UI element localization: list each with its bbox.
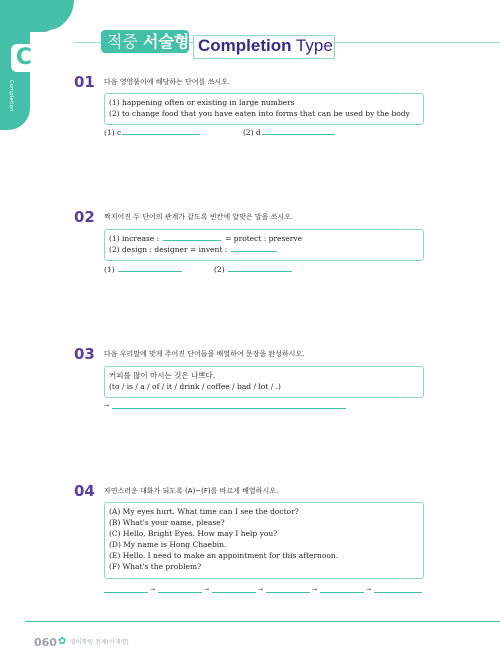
question-4-number: 04 (74, 482, 95, 500)
question-2-instruction: 짝지어진 두 단어의 관계가 같도록 빈칸에 알맞은 말을 쓰시오. (104, 213, 294, 221)
title-english-suffix: Type (295, 36, 333, 55)
title-korean (107, 32, 189, 52)
question-2-answer-2 (214, 265, 292, 275)
page-number: 060 (34, 636, 57, 649)
question-2-answer-2-label: (2) (214, 265, 225, 274)
footer-rule (25, 621, 500, 622)
question-4-box (104, 502, 424, 579)
question-4-blank-4[interactable] (266, 592, 310, 593)
side-tab-letter: C (11, 44, 37, 72)
question-4-line-f: (F) What's the problem? (109, 562, 202, 571)
question-4-arrow-icon: → (312, 586, 318, 593)
question-1-line-1: (1) happening often or existing in large numbers (109, 98, 295, 107)
question-4-arrow-icon: → (258, 586, 264, 593)
question-3-answer-line[interactable] (112, 408, 346, 409)
question-3-instruction: 다음 우리말에 맞게 주어진 단어들을 배열하여 문장을 완성하시오. (104, 350, 305, 358)
question-2-blank-1[interactable] (163, 240, 221, 241)
title-english (198, 36, 333, 56)
question-1-box (104, 93, 424, 125)
question-2-answer-1-label: (1) (104, 265, 115, 274)
question-2-line-1 (109, 233, 423, 244)
question-4-arrow-icon: → (150, 586, 156, 593)
title-korean-main: 서술형 (143, 32, 190, 51)
question-1-instruction: 다음 영영풀이에 해당하는 단어를 쓰시오. (104, 78, 231, 86)
book-title: 영어학원 천재(이재영) (70, 639, 129, 646)
question-2-box (104, 229, 424, 261)
title-korean-prefix: 적중 (107, 32, 138, 51)
question-1-answer-2-blank[interactable] (262, 134, 335, 135)
question-4-arrow-icon: → (366, 586, 372, 593)
question-4-blank-1[interactable] (104, 592, 148, 593)
question-4-line-b: (B) What's your name, please? (109, 518, 225, 527)
question-4-line-e: (E) Hello. I need to make an appointment for this afternoon. (109, 551, 339, 560)
title-english-main: Completion (198, 36, 292, 55)
question-1-line-2: (2) to change food that you have eaten into forms that can be used by the body (109, 109, 410, 118)
question-1-answer-1-label: (1) c (104, 128, 122, 137)
side-tab-word: Completion (8, 80, 14, 112)
question-2-answer-2-blank[interactable] (228, 271, 292, 272)
question-2-line-1-right: = protect : preserve (225, 234, 303, 243)
question-4-blank-3[interactable] (212, 592, 256, 593)
question-1-answer-1-blank[interactable] (122, 134, 200, 135)
question-4-blank-2[interactable] (158, 592, 202, 593)
question-4-arrow-icon: → (204, 586, 210, 593)
question-2-number: 02 (74, 208, 95, 226)
question-1-answer-2-label: (2) d (243, 128, 261, 137)
question-1-number: 01 (74, 73, 95, 91)
question-4-blank-6[interactable] (374, 592, 422, 593)
question-2-line-2-left: (2) design : designer = invent : (109, 245, 228, 254)
question-4-line-c: (C) Hello, Bright Eyes. How may I help you? (109, 529, 278, 538)
question-3-number: 03 (74, 345, 95, 363)
question-2-blank-2[interactable] (231, 251, 277, 252)
clover-icon: ✿ (58, 636, 67, 647)
question-3-arrow-icon: → (104, 402, 110, 409)
question-2-line-2 (109, 244, 423, 255)
question-1-answer-1 (104, 128, 200, 138)
question-3-words: (to / is / a / of / it / drink / coffee / bad / lot / .) (109, 382, 281, 391)
question-2-answer-1-blank[interactable] (118, 271, 182, 272)
question-4-instruction: 자연스러운 대화가 되도록 (A)~(F)를 바르게 배열하시오. (104, 487, 279, 495)
question-2-answer-1 (104, 265, 182, 275)
question-4-line-d: (D) My name is Hong Chaebin. (109, 540, 227, 549)
question-3-korean: 커피를 많이 마시는 것은 나쁘다. (109, 371, 216, 380)
question-3-box (104, 366, 424, 398)
question-2-line-1-left: (1) increase : (109, 234, 160, 243)
question-1-answer-2 (243, 128, 335, 138)
question-4-blank-5[interactable] (320, 592, 364, 593)
question-4-line-a: (A) My eyes hurt. What time can I see the doctor? (109, 507, 299, 516)
